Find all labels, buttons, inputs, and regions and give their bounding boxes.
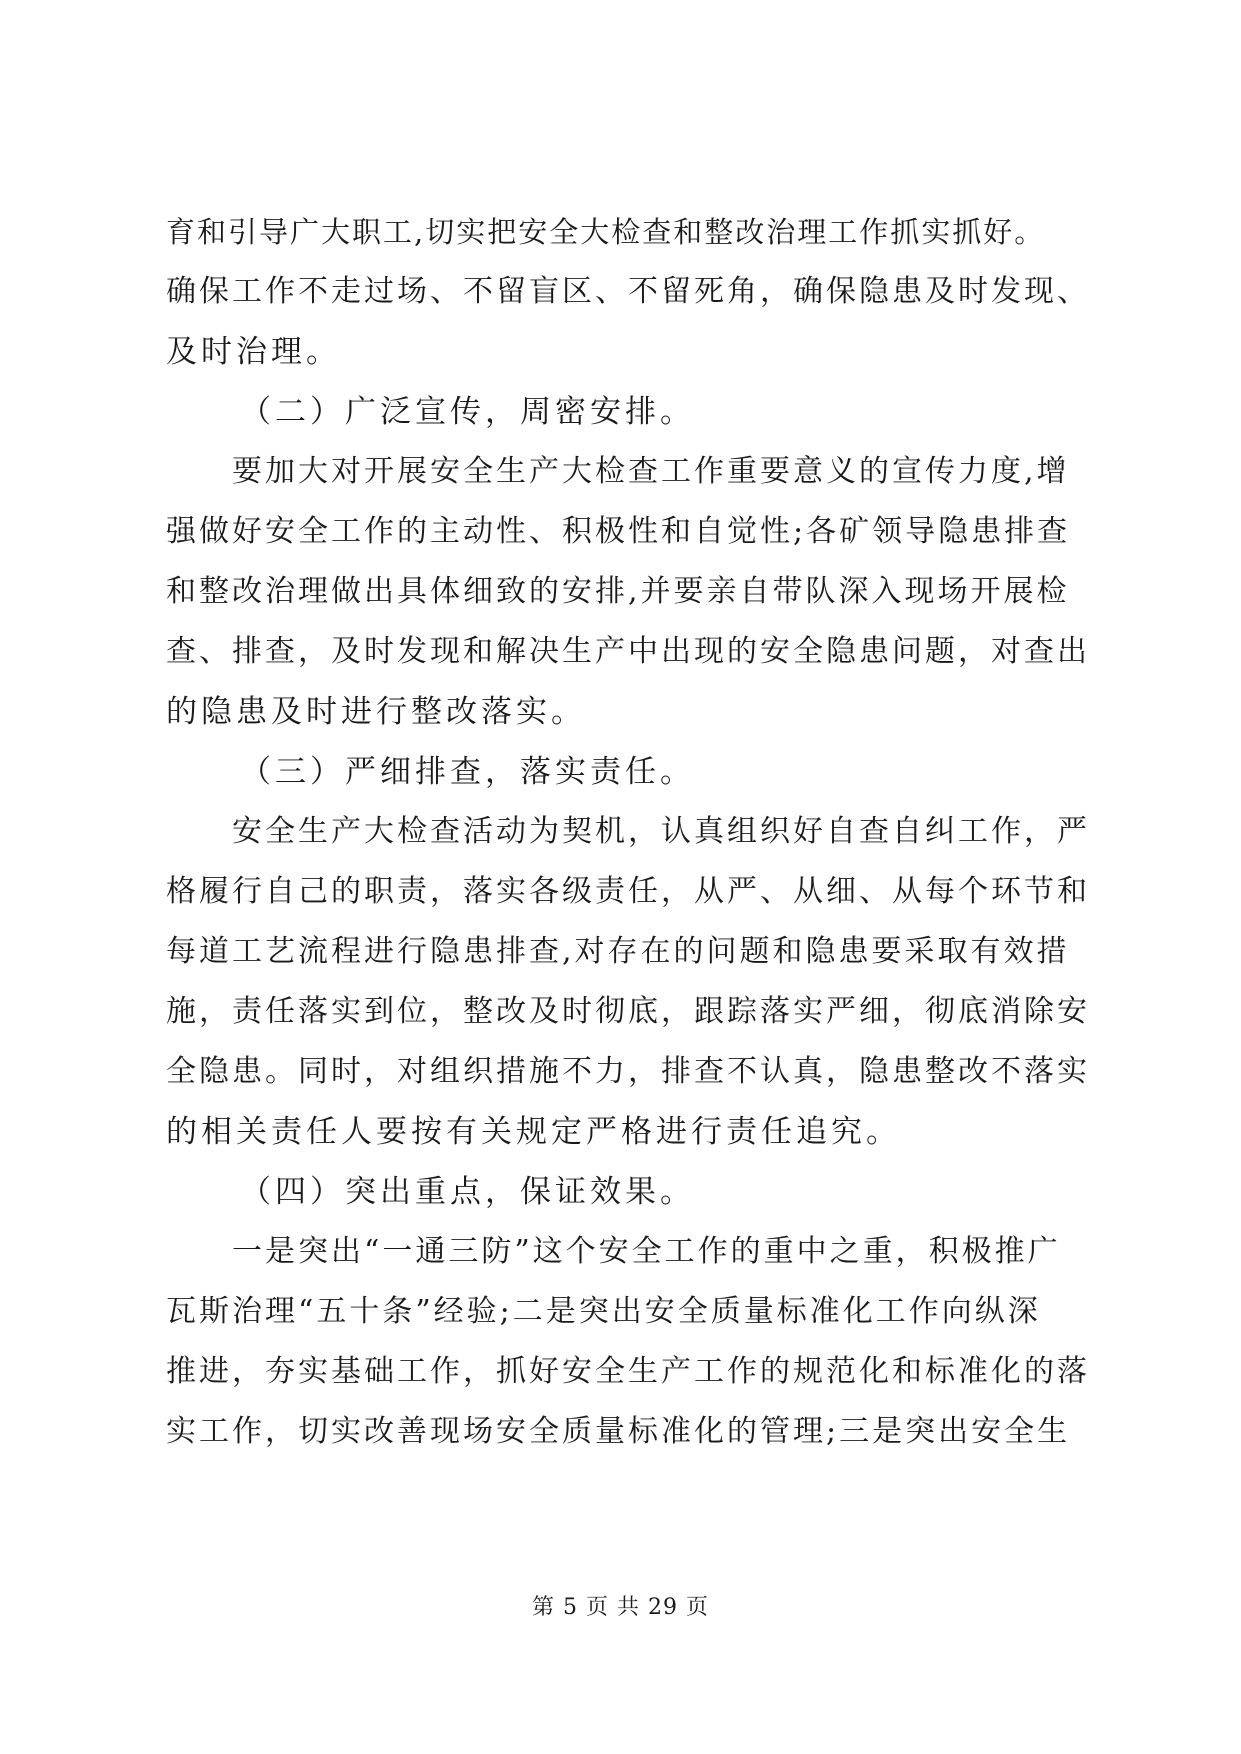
body-text-line: 安全生产大检查活动为契机，认真组织好自查自纠工作，严	[232, 814, 1090, 849]
body-text-line: 及时治理。	[166, 334, 341, 370]
body-text-line: 施，责任落实到位，整改及时彻底，跟踪落实严细，彻底消除安	[166, 994, 1090, 1029]
body-text-line: 强做好安全工作的主动性、积极性和自觉性;各矿领导隐患排查	[166, 514, 1071, 549]
body-text-line: 瓦斯治理“五十条”经验;二是突出安全质量标准化工作向纵深	[166, 1294, 1041, 1329]
section-heading-3: （三）严细排查，落实责任。	[240, 754, 695, 790]
body-text-line: 一是突出“一通三防”这个安全工作的重中之重，积极推广	[232, 1234, 1061, 1269]
body-text-line: 推进，夯实基础工作，抓好安全生产工作的规范化和标准化的落	[166, 1354, 1090, 1389]
body-text-line: 的相关责任人要按有关规定严格进行责任追究。	[166, 1114, 901, 1150]
body-text-line: 每道工艺流程进行隐患排查,对存在的问题和隐患要采取有效措	[166, 934, 1070, 969]
body-text-line: 格履行自己的职责，落实各级责任，从严、从细、从每个环节和	[166, 874, 1090, 909]
page-number-footer: 第 5 页 共 29 页	[532, 1595, 709, 1620]
body-text-line: 的隐患及时进行整改落实。	[166, 694, 586, 730]
body-text-line: 和整改治理做出具体细致的安排,并要亲自带队深入现场开展检	[166, 574, 1070, 609]
section-heading-2: （二）广泛宣传，周密安排。	[240, 394, 695, 430]
body-text-line: 全隐患。同时，对组织措施不力，排查不认真，隐患整改不落实	[166, 1054, 1090, 1089]
body-text-line: 实工作，切实改善现场安全质量标准化的管理;三是突出安全生	[166, 1414, 1071, 1449]
body-text-line: 要加大对开展安全生产大检查工作重要意义的宣传力度,增	[232, 454, 1070, 489]
body-text-line: 查、排查，及时发现和解决生产中出现的安全隐患问题，对查出	[166, 634, 1090, 669]
body-text-line: 育和引导广大职工,切实把安全大检查和整改治理工作抓实抓好。	[166, 215, 1046, 249]
body-text-line: 确保工作不走过场、不留盲区、不留死角，确保隐患及时发现、	[166, 274, 1090, 309]
section-heading-4: （四）突出重点，保证效果。	[240, 1174, 695, 1210]
